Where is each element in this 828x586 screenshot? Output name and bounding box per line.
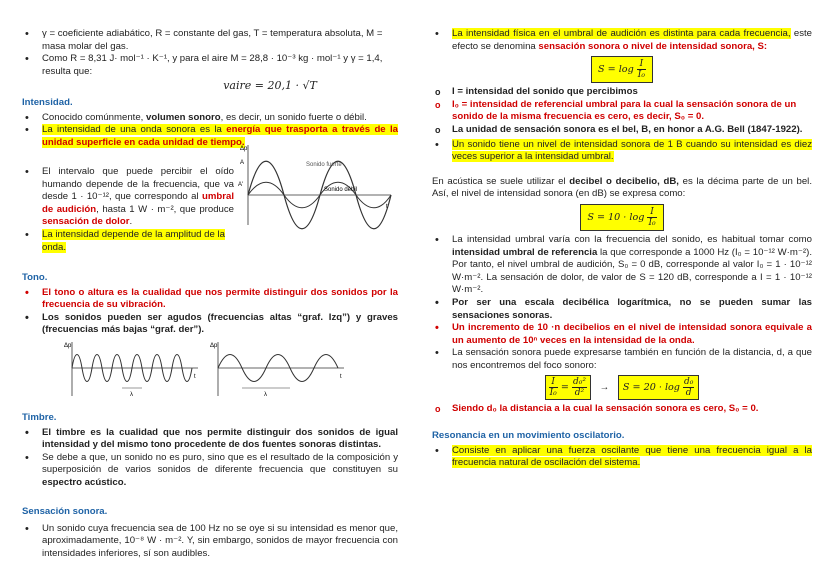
low-freq-dp: Δp (210, 343, 218, 349)
intensidad-bullet-3: • El intervalo que puede percibir el oído humando depende de la frecuencia, que va desde 1 · 10⁻¹², que correspondo al umbral de audición, hasta 1 W · m⁻², que produce sensación de dolor. (22, 166, 234, 229)
graph-fuerte-label: Sonido fuerte (306, 162, 342, 168)
formula-2: S = 10 · log $\frac{I}{\text{I₀}}$ (432, 204, 812, 231)
left-column (22, 28, 398, 93)
tono-bullet-2: • Los sonidos pueden ser agudos (frecuencias altas “graf. Izq”) y graves (frecuencias más bajas “graf. der”). (22, 312, 398, 337)
right-bullet-1: • La intensidad física en el umbral de audición es distinta para cada frecuencia, este efecto se denomina sensación sonora o nivel de intensidad sonora, S: (432, 28, 812, 53)
timbre-section (22, 412, 398, 490)
intensidad-bullet-2: • La intensidad de una onda sonora es la energía que trasporta a través de la unidad superficie en cada unidad de tiempo. (22, 124, 398, 149)
formula-1: S = log $\frac{I}{\text{I₀}}$ (432, 56, 812, 83)
sub-bullet-i: o I = intensidad del sonido que percibimos (432, 86, 812, 99)
intensidad-bullets-lower (22, 166, 234, 254)
graph-debil-label: Sonido débil (324, 187, 358, 193)
sensacion-heading: Sensación sonora. (22, 506, 108, 517)
right-bullet-2: • Un sonido tiene un nivel de intensidad sonora de 1 B cuando su intensidad es diez veces superior a la intensidad umbral. (432, 139, 812, 164)
right-bullet-5: • Un incremento de 10 ·n decibelios en el nivel de intensidad sonora equivale a un aumento de 10ⁿ veces en la intensidad de la onda. (432, 322, 812, 347)
low-freq-lambda: λ (264, 392, 267, 398)
intensidad-bullet-4: • La intensidad depende de la amplitud de la onda. (22, 229, 234, 254)
graph-dp-label: Δp (240, 146, 248, 152)
low-freq-t: t (340, 374, 342, 380)
resonancia-heading: Resonancia en un movimiento oscilatorio. (432, 430, 625, 442)
air-speed-formula: vaire = 20,1 · √T (223, 79, 317, 93)
sensacion-section (22, 506, 398, 560)
sensacion-bullet-1: • Un sonido cuya frecuencia sea de 100 Hz no se oye si su intensidad es menor que, aproximadamente, 10⁻⁸ W · m⁻². Y, sin embargo, sonidos de mayor frecuencia con intensidades inferiores, sí son audibles. (22, 523, 398, 561)
intensity-wave-graph (236, 140, 396, 230)
high-freq-t: t (194, 374, 196, 380)
tono-bullet-1: • El tono o altura es la cualidad que nos permite distinguir dos sonidos por la frecuencia de su vibración. (22, 287, 398, 312)
decibel-paragraph: En acústica se suele utilizar el decibel o decibelio, dB, es la décima parte de un bel. Así, el nivel de intensidad sonora (en dB) se expresa como: (432, 175, 812, 200)
bullet-gamma: • γ = coeficiente adiabático, R = constante del gas, T = temperatura absoluta, M = masa molar del gas. (22, 28, 398, 53)
right-bullet-4: • Por ser una escala decibélica logarítmica, no se pueden sumar las sensaciones sonoras. (432, 297, 812, 322)
tono-section (22, 272, 398, 337)
high-freq-lambda: λ (130, 392, 133, 398)
graph-t-label: t (386, 204, 388, 210)
intensidad-heading: Intensidad. (22, 97, 73, 108)
timbre-bullet-1: • El timbre es la cualidad que nos permite distinguir dos sonidos de igual intensidad y del mismo tono procedente de dos fuentes sonoras distintas. (22, 427, 398, 452)
formula-3: $\frac{I}{\text{I₀}}$ = $\frac{\text{d₀²}}{\text{d²}}$ → S = 20 · log $\frac{\text{d₀}}{d}$ (432, 375, 812, 400)
sub-bullet-bel: o La unidad de sensación sonora es el bel, B, en honor a A.G. Bell (1847-1922). (432, 124, 812, 137)
resonancia-bullet-1: • Consiste en aplicar una fuerza oscilante que tiene una frecuencia igual a la frecuencia natural de oscilación del sistema. (432, 445, 812, 470)
timbre-bullet-2: • Se debe a que, un sonido no es puro, sino que es el resultado de la composición y superposición de varios sonidos de diferente frecuencia que constituyen su espectro acústico. (22, 452, 398, 490)
high-freq-graph (62, 338, 202, 400)
low-freq-graph (208, 338, 348, 400)
right-column (432, 28, 812, 470)
sub-bullet-d0: o Siendo d₀ la distancia a la cual la sensación sonora es cero, S₀ = 0. (432, 403, 812, 416)
timbre-heading: Timbre. (22, 412, 57, 423)
graph-a2-label: A' (238, 182, 244, 188)
intensidad-bullet-1: • Conocido comúnmente, volumen sonoro, es decir, un sonido fuerte o débil. (22, 112, 398, 125)
bullet-air-values: • Como R = 8,31 J· mol⁻¹ · K⁻¹, y para el aire M = 28,8 · 10⁻³ kg · mol⁻¹ y γ = 1,4, resulta que: (22, 53, 398, 78)
right-bullet-6: • La sensación sonora puede expresarse también en función de la distancia, d, a que nos encontremos del foco sonoro: (432, 347, 812, 372)
graph-a-label: A (240, 160, 245, 166)
right-bullet-3: • La intensidad umbral varía con la frecuencia del sonido, es habitual tomar como intensidad umbral de referencia la que corresponde a 1000 Hz (I₀ = 10⁻¹² W·m⁻²). Por tanto, el nivel umbral de audición, S₀ = 0 dB, corresponde al valor I₀ = 1 · 10⁻¹² W·m⁻². La sensación de dolor, de valor de S = 120 dB, corresponde a I = 1 · 10⁻¹² W·m⁻². (432, 234, 812, 297)
tono-heading: Tono. (22, 272, 48, 283)
sub-bullet-i0: o I₀ = intensidad de referencial umbral para la cual la sensación sonora de un sonido de la misma frecuencia es cero, es decir, S₀ = 0. (432, 99, 812, 124)
high-freq-dp: Δp (64, 343, 72, 349)
